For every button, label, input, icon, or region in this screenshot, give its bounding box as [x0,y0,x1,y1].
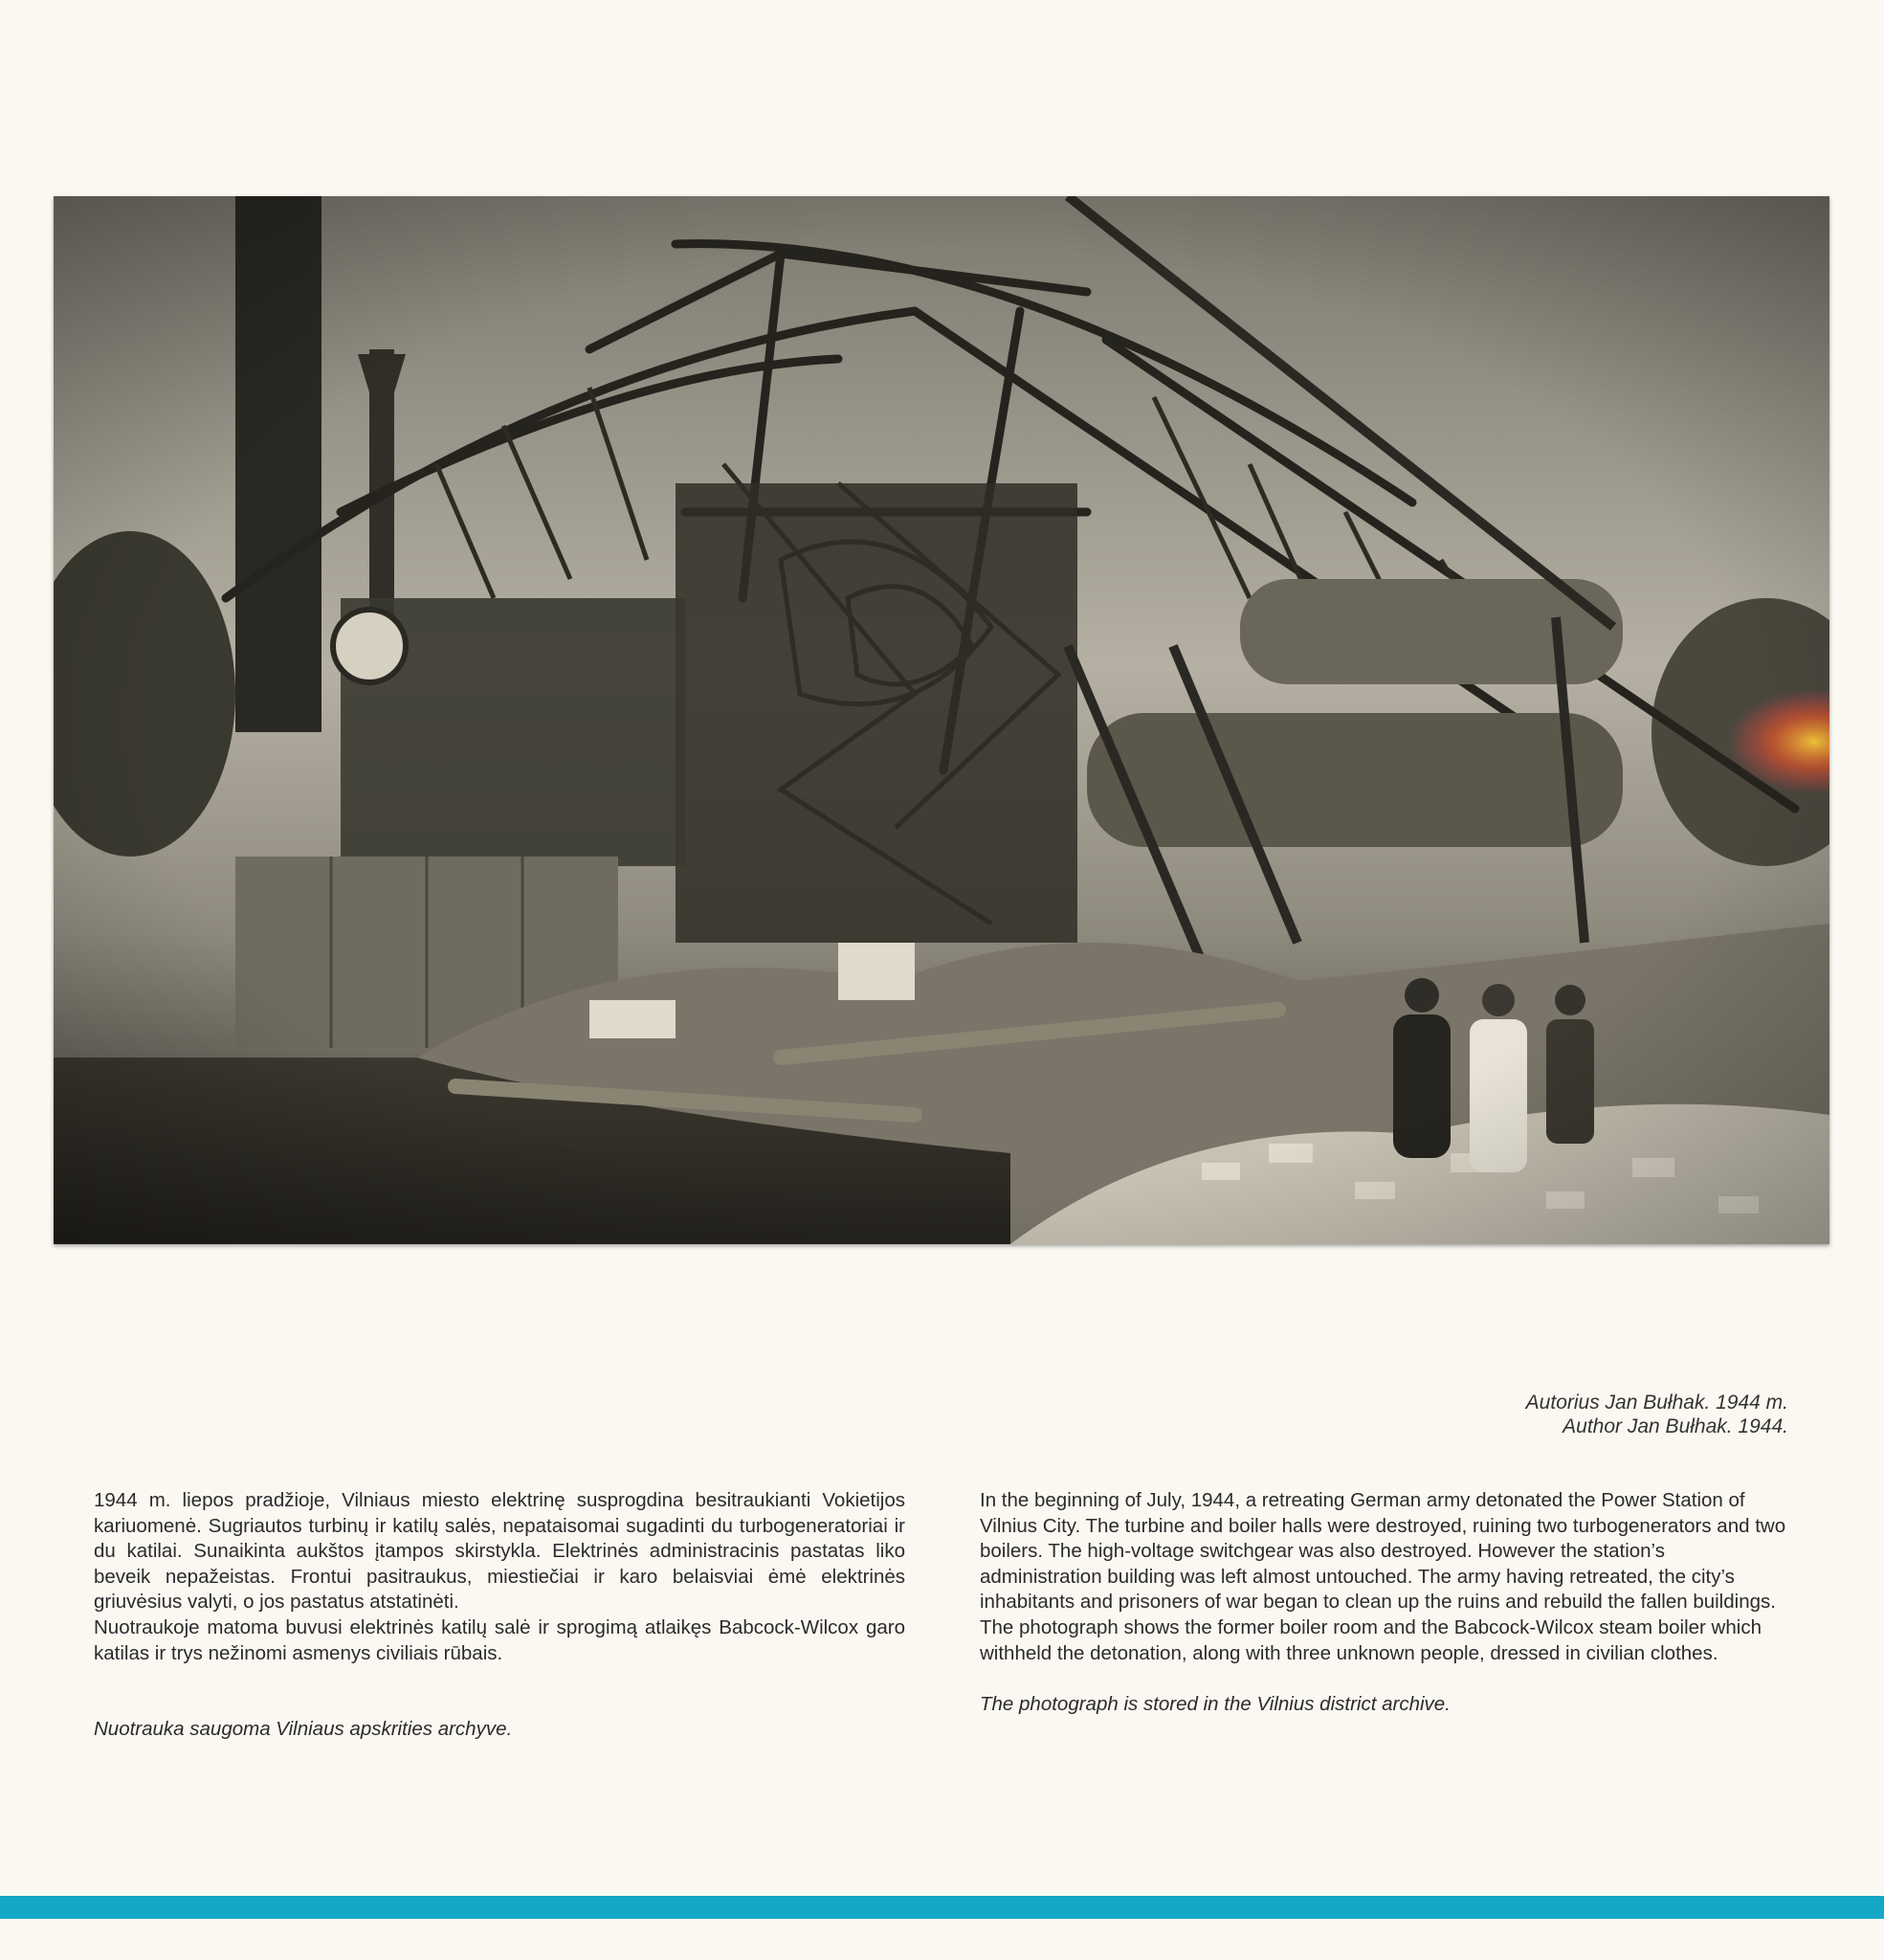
credit-english: Author Jan Bułhak. 1944. [1563,1415,1788,1437]
en-paragraph-2: The photograph shows the former boiler room and the Babcock-Wilcox steam boiler which withheld the detonation, along with three unknown people, dressed in civilian clothes. [980,1615,1762,1664]
lt-archive-note: Nuotrauka saugoma Vilniaus apskrities archyve. [94,1718,513,1741]
lithuanian-description [94,1488,905,1743]
accent-bar [0,1896,1884,1919]
destroyed-power-station-image [54,196,1829,1244]
en-paragraph-1: In the beginning of July, 1944, a retreating German army detonated the Power Station of Vilnius City. The turbine and boiler halls were destroyed, ruining two turbogenerators and two boilers. The high-voltage switchgear was also destroyed. However the station’s administration building was left almost untouched. The army having retreated, the city’s inhabitants and prisoners of war began to clean up the ruins and rebuild the fallen buildings. [980,1489,1786,1614]
lt-paragraph-2: Nuotraukoje matoma buvusi elektrinės katilų salė ir sprogimą atlaikęs Babcock-Wilcox garo katilas ir trys nežinomi asmenys civiliais rūbais. [94,1615,905,1664]
en-archive-note: The photograph is stored in the Vilnius district archive. [980,1692,1451,1715]
english-description [980,1488,1789,1717]
photo-credit [1526,1391,1788,1438]
lt-paragraph-1: 1944 m. liepos pradžioje, Vilniaus miesto elektrinę susprogdina besitraukianti Vokietijos kariuomenė. Sugriautos turbinų ir katilų salės, nepataisomai sugadinti du turbogeneratoriai ir du katilai. Sunaikinta aukštos įtampos skirstykla. Elektrinės administracinis pastatas liko beveik nepažeistas. Frontui pasitraukus, miestiečiai ir karo belaisviai ėmė elektrinės griuvėsius valyti, o jos pastatus atstatinėti. [94,1489,905,1614]
historic-photograph [54,196,1829,1244]
credit-lithuanian: Autorius Jan Bułhak. 1944 m. [1525,1392,1788,1414]
